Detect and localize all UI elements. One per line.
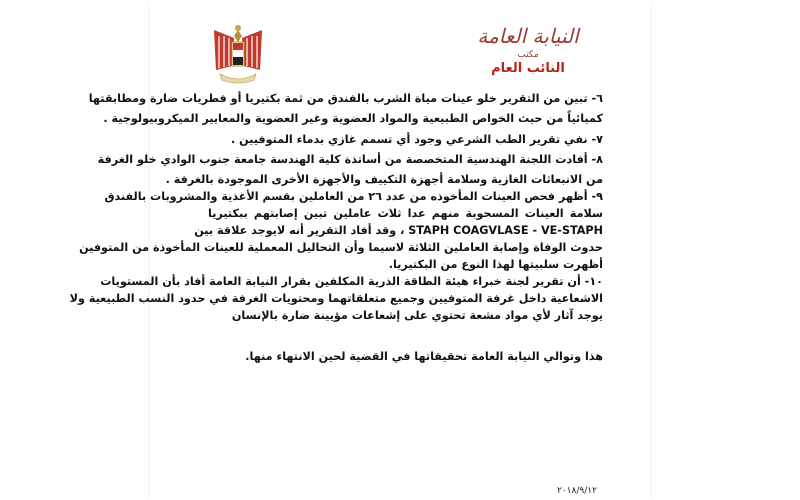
eagle-emblem-icon <box>212 22 264 86</box>
body-line: ٦- تبين من التقرير خلو عينات مياة الشرب بالفندق من ثمة بكتيريا أو فطريات ضارة ومطابقتها <box>88 92 603 105</box>
body-line: سلامة العينات المسحوبة منهم عدا ثلاث عاملين تبين إصابتهم ببكتيريا <box>208 207 603 220</box>
body-line: ٧- نفي تقرير الطب الشرعي وجود أي تسمم غازي بدماء المتوفيين . <box>230 133 603 146</box>
body-line: الاشعاعية داخل غرفة المتوفيين وجميع متعلقاتهما ومحتويات الغرفة في حدود النسب الطبيعية ولا <box>69 292 603 305</box>
document-date: ٢٠١٨/٩/١٢ <box>557 486 597 496</box>
org-name: النيابة العامة <box>477 24 579 48</box>
closing-line: هذا وتوالي النيابة العامة تحقيقاتها في القضية لحين الانتهاء منها. <box>245 350 603 363</box>
letterhead <box>468 24 588 76</box>
body-line: STAPH COAGVLASE - VE-STAPH ، وقد أفاد التقرير أنه لايوجد علاقة بين <box>194 224 603 237</box>
office-title: النائب العام <box>491 61 565 76</box>
office-label: مكتب <box>517 50 539 60</box>
body-line: ٨- أفادت اللجنة الهندسية المتخصصة من أساتذة كلية الهندسة جامعة جنوب الوادي خلو الغرفة <box>97 153 603 166</box>
body-line: ٩- أظهر فحص العينات المأخوذه من عدد ٢٦ من العاملين بقسم الأغذية والمشروبات بالفندق <box>104 190 603 203</box>
body-line: حدوث الوفاة وإصابة العاملين الثلاثة لاسيما وأن التحاليل المعملية للعينات المأخوذة من المتوفين <box>79 241 603 254</box>
body-line: من الانبعاثات الغازية وسلامة أجهزة التكييف والأجهزة الأخرى الموجودة بالغرفة . <box>165 173 603 186</box>
body-line: كميائياً من حيث الخواص الطبيعية والمواد العضوية وغير العضوية والمعايير الميكروبيولوجية . <box>103 112 603 125</box>
body-line: يوجد آثار لأي مواد مشعة تحتوي على إشعاعات مؤيينة ضارة بالإنسان <box>231 309 603 322</box>
body-line: أظهرت سلبيتها لهذا النوع من البكتيريا. <box>388 258 603 271</box>
body-line: ١٠- أن تقرير لجنة خبراء هيئة الطاقة الذرية المكلفين بقرار النيابة العامة أفاد بأن المستويات <box>100 275 603 288</box>
